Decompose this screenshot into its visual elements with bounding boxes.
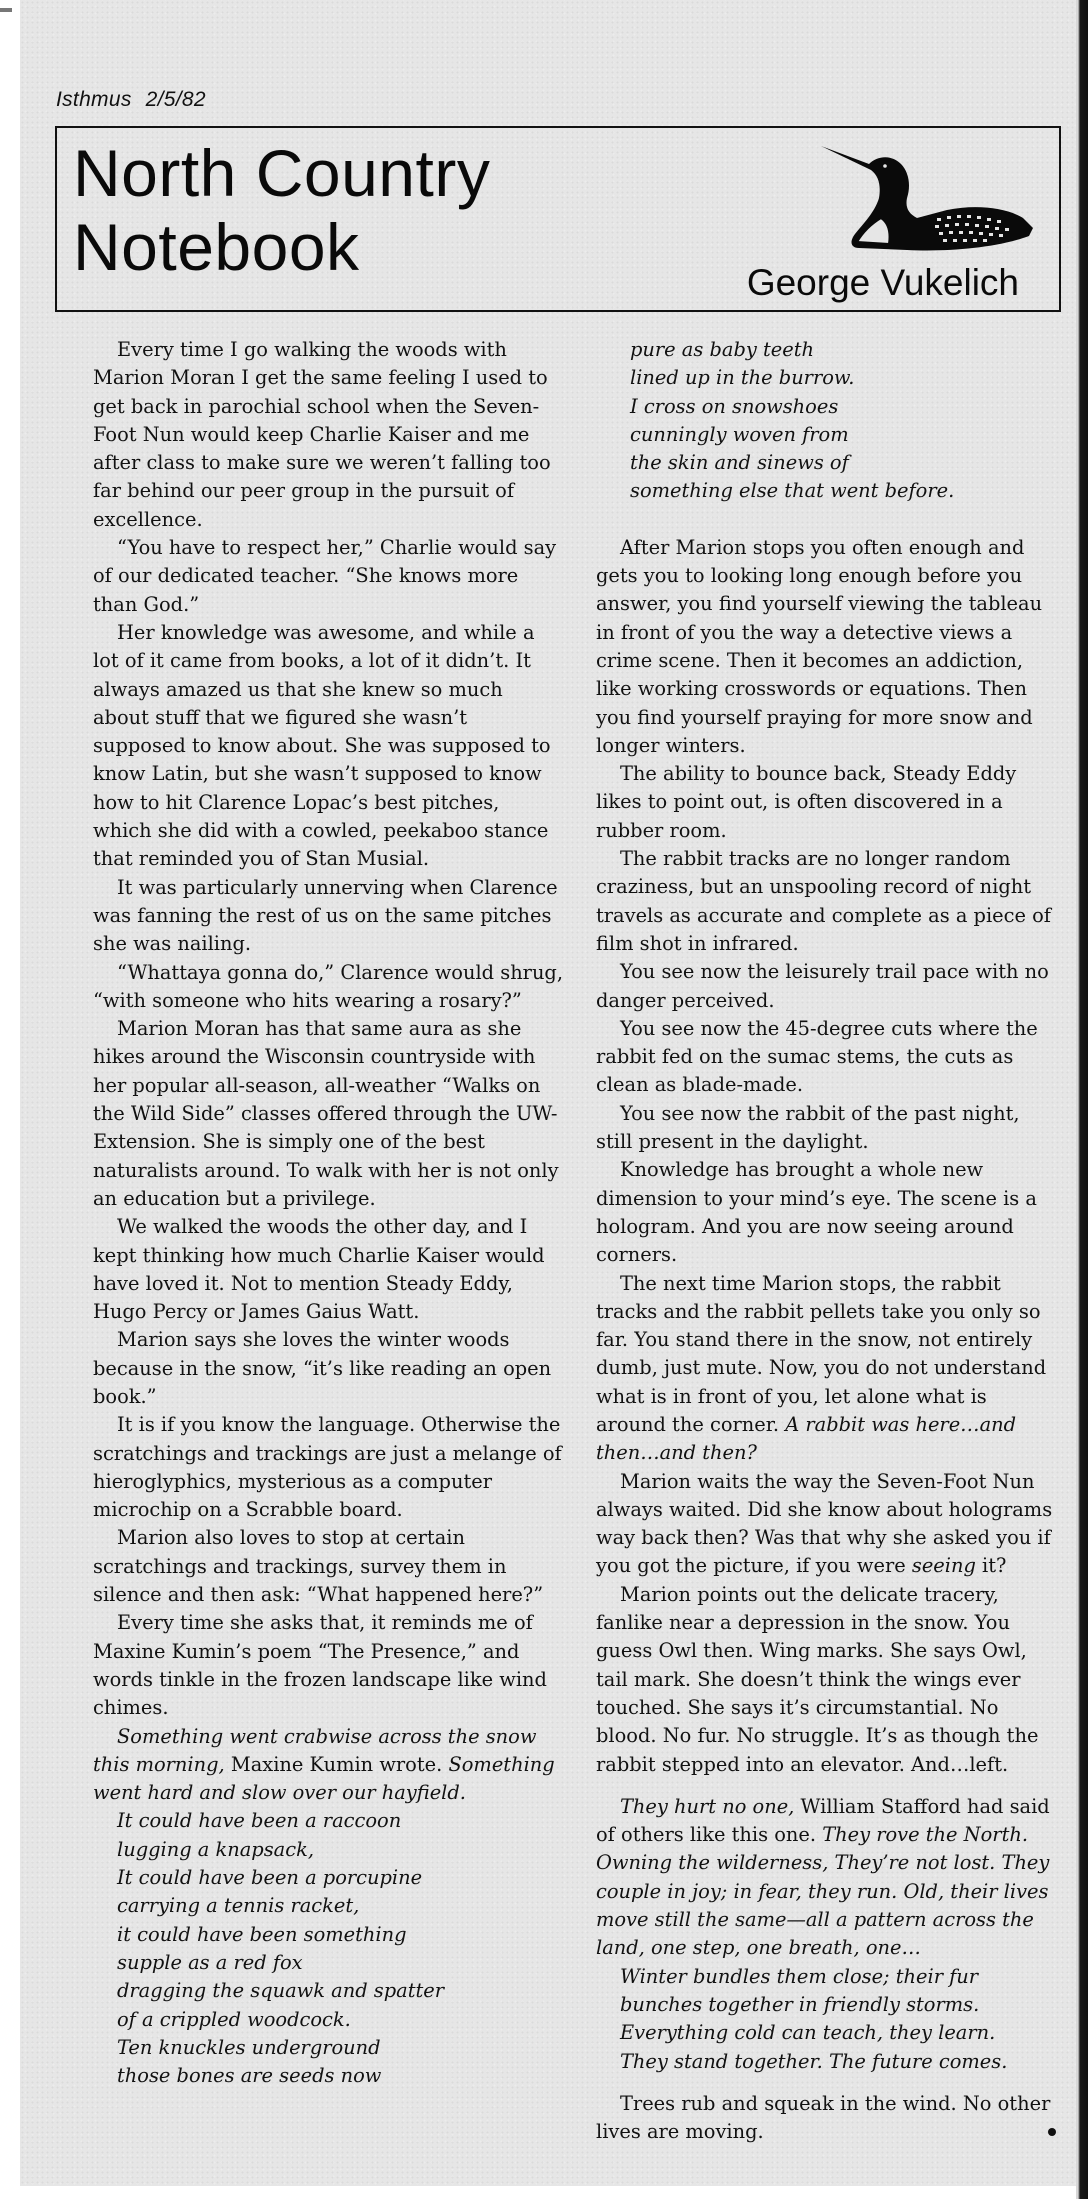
paragraph: We walked the woods the other day, and I kept thinking how much Charlie Kaiser would have loved it. Not to mention Steady Eddy, Hugo Percy or James Gaius Watt. bbox=[93, 1215, 545, 1324]
emphasis-text: seeing bbox=[911, 1554, 976, 1578]
quote-paragraph bbox=[93, 1723, 563, 1808]
scan-edge bbox=[1076, 0, 1088, 2199]
paragraph: It was particularly unnerving when Clarence was fanning the rest of us on the same pitches she was nailing. bbox=[93, 875, 558, 956]
verse-line: lined up in the burrow. bbox=[630, 366, 855, 390]
article-column-right bbox=[596, 336, 1058, 2146]
article-column-left bbox=[93, 336, 563, 2090]
poem-verse bbox=[596, 1963, 1058, 2076]
paragraph: Her knowledge was awesome, and while a lot of it came from books, a lot of it didn’t. It always amazed us that she knew so much about stuff that we figured she wasn’t supposed to know about. She was supposed to know Latin, but she wasn’t supposed to know how to hit Clarence Lopac’s best pitches, which she did with a cowled, peekaboo stance that reminded you of Stan Musial. bbox=[93, 620, 551, 871]
verse-line: dragging the squawk and spatter bbox=[117, 1979, 445, 2003]
paragraph: Every time she asks that, it reminds me of Maxine Kumin’s poem “The Presence,” and words tinkle in the frozen landscape like wind chimes. bbox=[93, 1611, 547, 1720]
emphasis-text: A rabbit was here…and then…and then? bbox=[596, 1412, 1017, 1465]
attribution-text: William Stafford had said of others like this one. bbox=[596, 1794, 1050, 1847]
paragraph: It is if you know the language. Otherwise the scratchings and trackings are just a melange of hieroglyphics, mysterious as a computer microchip on a Scrabble board. bbox=[93, 1413, 562, 1522]
paragraph: Marion also loves to stop at certain scratchings and trackings, survey them in silence and then ask: “What happened here?” bbox=[93, 1526, 544, 1607]
paragraph: You see now the 45-degree cuts where the rabbit fed on the sumac stems, the cuts as clean as blade-made. bbox=[596, 1016, 1038, 1097]
verse-line: lugging a knapsack, bbox=[117, 1837, 315, 1861]
loon-icon bbox=[817, 138, 1037, 258]
paragraph: The ability to bounce back, Steady Eddy likes to point out, is often discovered in a rubber room. bbox=[596, 762, 1017, 842]
verse-line: something else that went before. bbox=[630, 479, 955, 503]
quoted-text: Something went hard and slow over our hayfield. bbox=[93, 1752, 555, 1805]
paragraph: Marion Moran has that same aura as she hikes around the Wisconsin countryside with her popular all-season, all-weather “Walks on the Wild Side” classes offered through the UW-Extension. She is simply one of the best naturalists around. To walk with her is not only an education but a privilege. bbox=[93, 1017, 559, 1210]
attribution-text: Maxine Kumin wrote. bbox=[224, 1752, 443, 1776]
scan-mark bbox=[0, 8, 12, 12]
verse-line: Everything cold can teach, they learn. bbox=[620, 2021, 996, 2045]
paragraph bbox=[596, 1270, 1058, 1468]
paragraph: Knowledge has brought a whole new dimension to your mind’s eye. The scene is a hologram. And you are now seeing around corners. bbox=[596, 1158, 1037, 1267]
section-gap bbox=[596, 506, 1058, 534]
quoted-text: Something went crabwise across the snow this morning, bbox=[93, 1724, 537, 1776]
paragraph: Marion says she loves the winter woods because in the snow, “it’s like reading an open book.” bbox=[93, 1328, 552, 1408]
paragraph-text: Marion waits the way the Seven-Foot Nun always waited. Did she know about holograms way back then? Was that why she asked you if you got the picture, if you were bbox=[596, 1469, 1053, 1578]
verse-line: cunningly woven from bbox=[630, 422, 849, 446]
paragraph bbox=[596, 1468, 1058, 1581]
publication-date: 2/5/82 bbox=[145, 88, 206, 111]
verse-line: carrying a tennis racket, bbox=[117, 1894, 360, 1918]
verse-line: It could have been a porcupine bbox=[117, 1866, 423, 1890]
column-title bbox=[73, 136, 490, 284]
verse-line: pure as baby teeth bbox=[630, 338, 815, 361]
section-gap bbox=[596, 2076, 1058, 2090]
end-mark-icon bbox=[1048, 2128, 1056, 2136]
section-gap bbox=[596, 1779, 1058, 1793]
paragraph: After Marion stops you often enough and gets you to looking long enough before you answer, you find yourself viewing the tableau in front of you the way a detective views a crime scene. Then it becomes an addiction, like working crosswords or equations. Then you find yourself praying for more snow and longer winters. bbox=[596, 535, 1043, 757]
paragraph: Every time I go walking the woods with Marion Moran I get the same feeling I used to get back in parochial school when the Seven-Foot Nun would keep Charlie Kaiser and me after class to make sure we weren’t falling too far behind our peer group in the pursuit of excellence. bbox=[93, 338, 551, 531]
paragraph-text: The next time Marion stops, the rabbit tracks and the rabbit pellets take you only so far. You stand there in the snow, not entirely dumb, just mute. Now, you do not understand what is in front of you, let alone what is around the corner. bbox=[596, 1271, 1047, 1436]
author-byline: George Vukelich bbox=[746, 262, 1019, 303]
closing-paragraph bbox=[596, 2090, 1058, 2147]
verse-line: supple as a red fox bbox=[117, 1950, 303, 1974]
paragraph: You see now the leisurely trail pace with no danger perceived. bbox=[596, 960, 1049, 1012]
verse-line: Winter bundles them close; their fur bbox=[620, 1964, 979, 1988]
quoted-text: They hurt no one, bbox=[620, 1794, 795, 1818]
verse-line: It could have been a raccoon bbox=[117, 1809, 402, 1833]
paragraph: You see now the rabbit of the past night, still present in the daylight. bbox=[596, 1101, 1020, 1154]
paragraph: “Whattaya gonna do,” Clarence would shrug, “with someone who hits wearing a rosary?” bbox=[93, 960, 564, 1012]
title-line-1: North Country bbox=[73, 136, 491, 210]
verse-line: They stand together. The future comes. bbox=[620, 2049, 1008, 2073]
publication-name: Isthmus bbox=[56, 88, 132, 111]
title-line-2: Notebook bbox=[73, 210, 360, 284]
paragraph: Marion points out the delicate tracery, fanlike near a depression in the snow. You guess Owl then. Wing marks. She says Owl, tail mark. She doesn’t think the wings ever touched. She says it’s circumstantial. No blood. No fur. No struggle. It’s as though the rabbit stepped into an elevator. And…left. bbox=[596, 1582, 1039, 1776]
poem-verse bbox=[596, 336, 1058, 506]
quote-paragraph bbox=[596, 1793, 1058, 1963]
dateline bbox=[56, 88, 206, 112]
verse-line: Ten knuckles underground bbox=[117, 2035, 381, 2059]
verse-line: those bones are seeds now bbox=[117, 2064, 382, 2088]
paragraph-text: it? bbox=[975, 1554, 1007, 1578]
verse-line: it could have been something bbox=[117, 1922, 407, 1946]
paragraph-text: Trees rub and squeak in the wind. No other lives are moving. bbox=[596, 2091, 1051, 2144]
column-masthead bbox=[55, 126, 1061, 312]
paragraph: “You have to respect her,” Charlie would say of our dedicated teacher. “She knows more than God.” bbox=[93, 536, 557, 616]
verse-line: bunches together in friendly storms. bbox=[620, 1992, 980, 2016]
verse-line: the skin and sinews of bbox=[630, 451, 849, 475]
verse-line: I cross on snowshoes bbox=[630, 394, 839, 418]
poem-verse bbox=[93, 1807, 563, 2090]
quoted-text: They rove the North. Owning the wilderness, They’re not lost. They couple in joy; in fear, they run. Old, their lives move still the same—all a pattern across the land, one step, one breath, one… bbox=[596, 1823, 1050, 1960]
verse-line: of a crippled woodcock. bbox=[117, 2007, 351, 2031]
paragraph: The rabbit tracks are no longer random craziness, but an unspooling record of night travels as accurate and complete as a piece of film shot in infrared. bbox=[596, 847, 1051, 955]
